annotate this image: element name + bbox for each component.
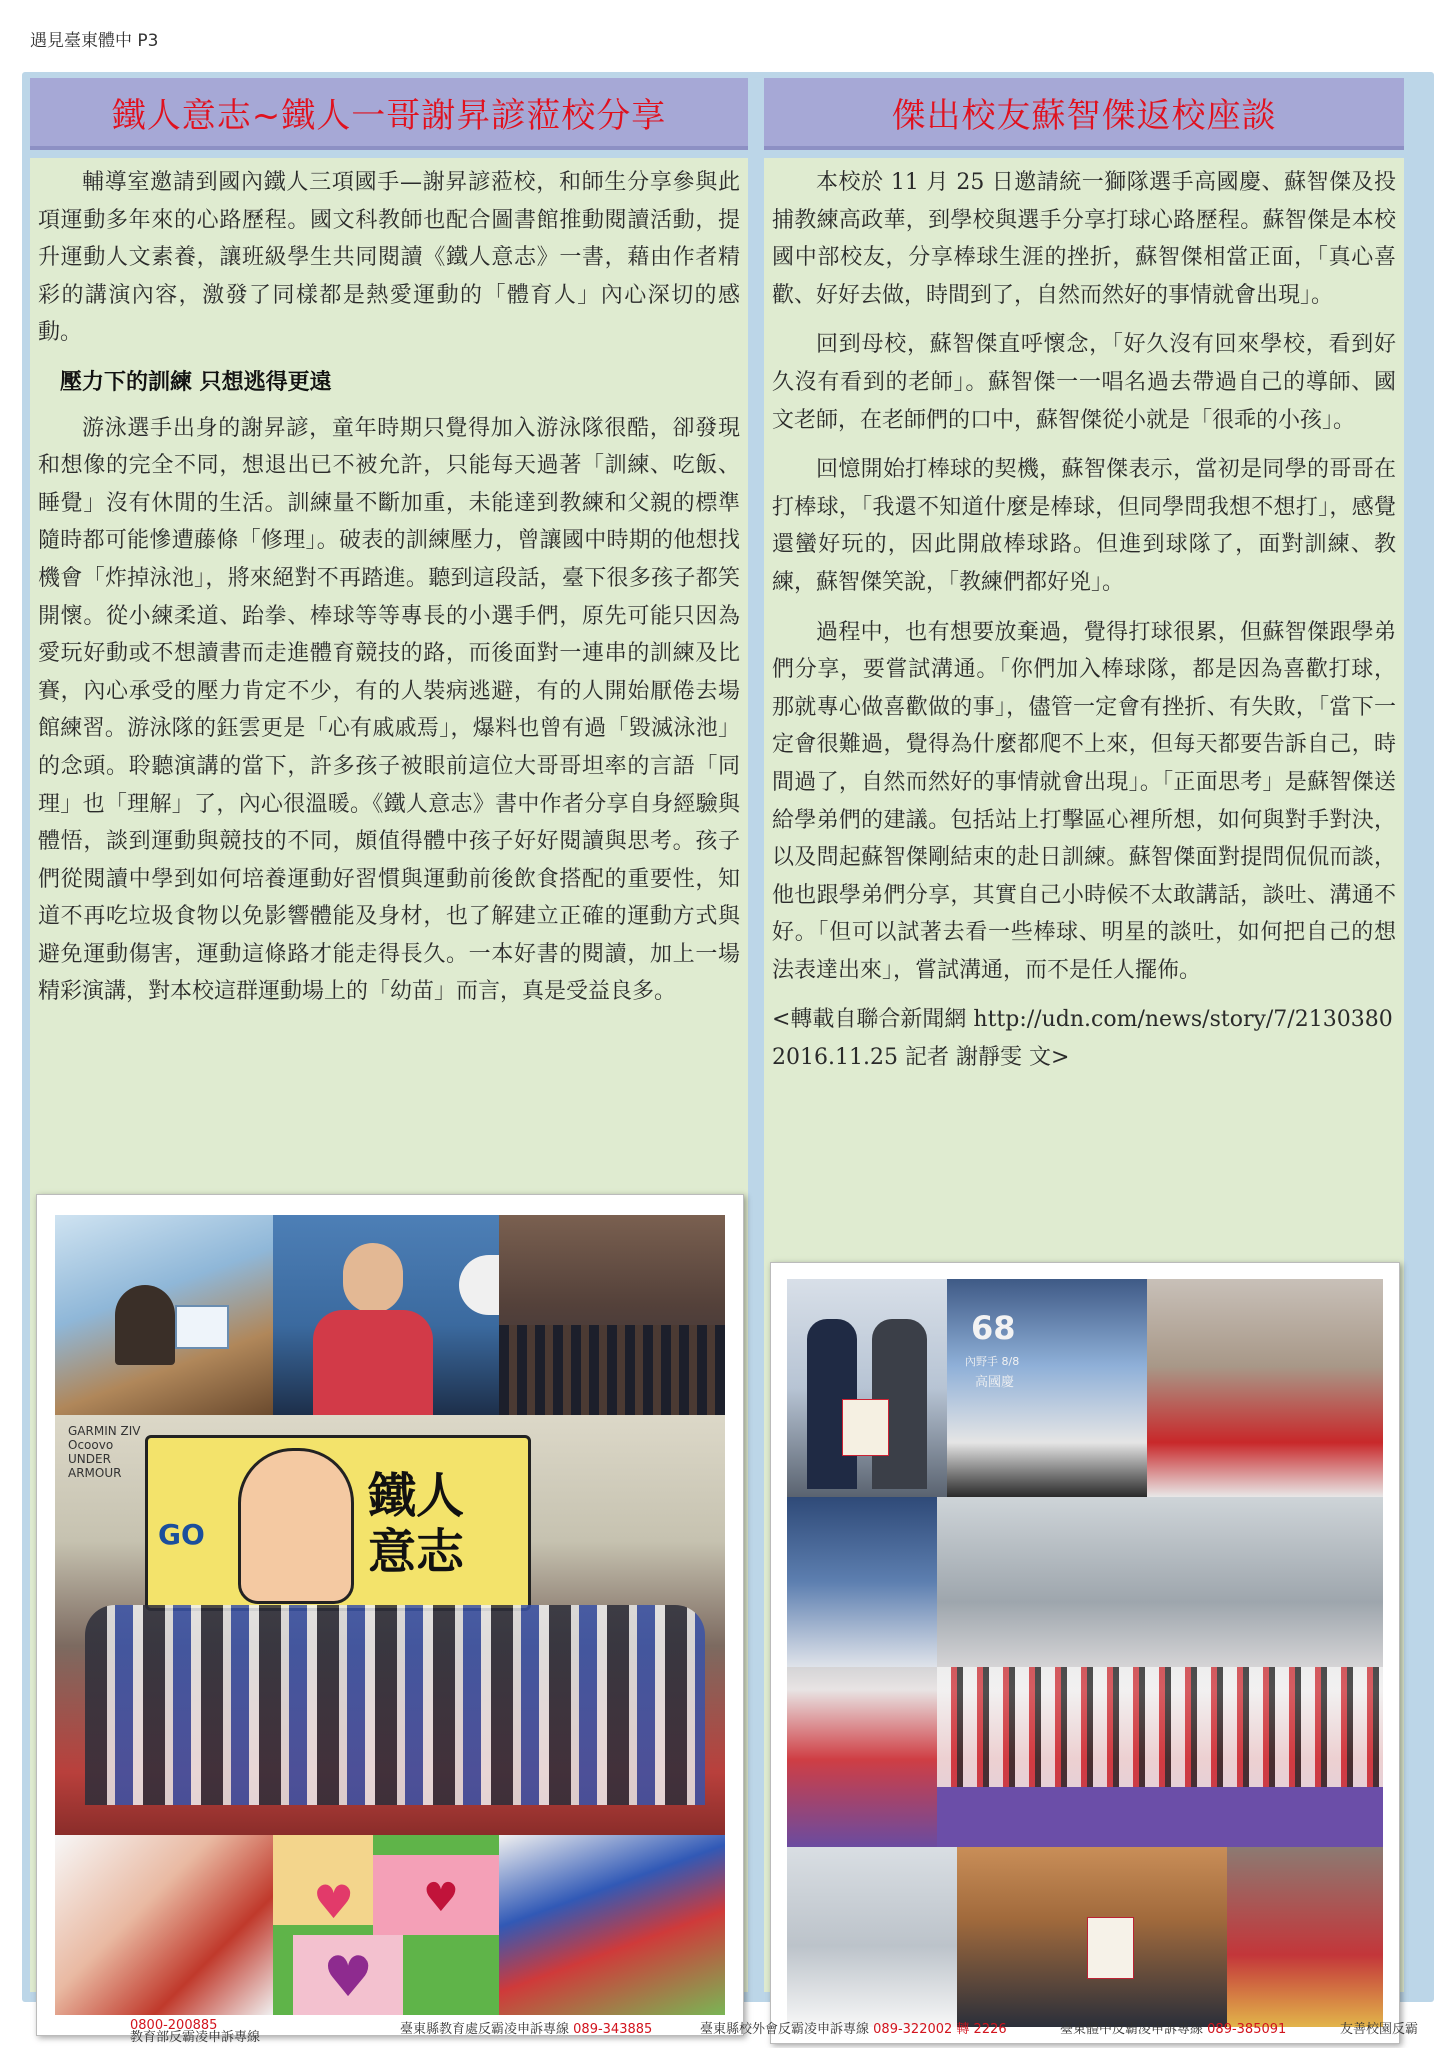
- banner-go: GO: [158, 1518, 205, 1551]
- article-title: 傑出校友蘇智傑返校座談: [891, 95, 1277, 136]
- paragraph: 過程中，也有想要放棄過，覺得打球很累，但蘇智傑跟學弟們分享，要嘗試溝通。「你們加入棒球隊，都是因為喜歡打球，那就專心做喜歡做的事」，儘管一定會有挫折、有失敗，「當下一定會很難過，覺得為什麼都爬不上來，但每天都要告訴自己，時間過了，自然而然好的事情就會出現」。「正面思考」是蘇智傑送給學弟們的建議。包括站上打擊區心裡所想，如何與對手對決，以及問起蘇智傑剛結束的赴日訓練。蘇智傑面對提問侃侃而談，他也跟學弟們分享，其實自己小時候不太敢講話，談吐、溝通不好。「但可以試著去看一些棒球、明星的談吐，如何把自己的想法表達出來」，嘗試溝通，而不是任人擺佈。: [772, 619, 1396, 983]
- article-title-bar: [764, 78, 1404, 150]
- paragraph: 回到母校，蘇智傑直呼懷念，「好久沒有回來學校，看到好久沒有看到的老師」。蘇智傑一一唱名過去帶過自己的導師、國文老師，在老師們的口中，蘇智傑從小就是「很乖的小孩」。: [772, 332, 1396, 433]
- paragraph: 本校於 11 月 25 日邀請統一獅隊選手高國慶、蘇智傑及投捕教練高政華，到學校與選手分享打球心路歷程。蘇智傑是本校國中部校友，分享棒球生涯的挫折，蘇智傑相當正面，「真心喜歡、好好去做，時間到了，自然而然好的事情就會出現」。: [772, 170, 1396, 308]
- footer: [0, 2010, 1448, 2045]
- article-text: [38, 164, 740, 1023]
- hotline: 友善校園反霸: [1340, 2022, 1419, 2037]
- photo-team-group: [787, 1497, 1383, 1847]
- source-line: 2016.11.25 記者 謝靜雯 文>: [772, 1045, 1070, 1071]
- photo-audience-red: [1227, 1847, 1383, 2027]
- page-header: 遇見臺東體中 P3: [30, 31, 159, 51]
- article-title: 鐵人意志~鐵人一哥謝昇諺蒞校分享: [111, 95, 667, 136]
- article-ironman: [30, 78, 748, 2010]
- hotline: 教育部反霸凌申訴專線 0800-200885: [130, 2018, 261, 2045]
- banner-title: 鐵人意志: [368, 1468, 465, 1580]
- paragraph: 游泳選手出身的謝昇諺，童年時期只覺得加入游泳隊很酷，卻發現和想像的完全不同，想退出已不被允許，只能每天過著「訓練、吃飯、睡覺」沒有休閒的生活。訓練量不斷加重，未能達到教練和父親的標準隨時都可能慘遭藤條「修理」。破表的訓練壓力，曾讓國中時期的他想找機會「炸掉泳池」，將來絕對不再踏進。聽到這段話，臺下很多孩子都笑開懷。從小練柔道、跆拳、棒球等等專長的小選手們，原先可能只因為愛玩好動或不想讀書而走進體育競技的路，而後面對一連串的訓練及比賽，內心承受的壓力肯定不少，有的人裝病逃避，有的人開始厭倦去場館練習。游泳隊的鈺雲更是「心有戚戚焉」，爆料也曾有過「毀滅泳池」的念頭。聆聽演講的當下，許多孩子被眼前這位大哥哥坦率的言語「同理」也「理解」了，內心很溫暖。《鐵人意志》書中作者分享自身經驗與體悟，談到運動與競技的不同，頗值得體中孩子好好閱讀與思考。孩子們從閱讀中學到如何培養運動好習慣與運動前後飲食搭配的重要性，知道不再吃垃圾食物以免影響體能及身材，也了解建立正確的運動方式與避免運動傷害，運動這條路才能走得長久。一本好書的閱讀，加上一場精彩演講，對本校這群運動場上的「幼苗」而言，真是受益良多。: [38, 415, 740, 1005]
- hotline: 臺東體中反霸凌申訴專線 089-385091: [1060, 2022, 1287, 2037]
- heart-icon: ♥: [323, 1945, 374, 2010]
- photo-speaker: [273, 1215, 499, 1415]
- article-text: [772, 164, 1396, 1077]
- photo-certificate: [787, 1279, 947, 1497]
- article-alumni: [764, 78, 1404, 1992]
- photo-book-signing: [499, 1835, 725, 2015]
- paragraph: 輔導室邀請到國內鐵人三項國手—謝昇諺蒞校，和師生分享參與此項運動多年來的心路歷程。國文科教師也配合圖書館推動閱讀活動，提升運動人文素養，讓班級學生共同閱讀《鐵人意志》一書，藉由作者精彩的講演內容，激發了同樣都是熱愛運動的「體育人」內心深切的感動。: [38, 170, 740, 346]
- banner-sponsors: GARMIN ZIV Ocoovo UNDER ARMOUR: [68, 1424, 141, 1480]
- photo-screen: [947, 1279, 1147, 1497]
- screen-number: 68: [971, 1309, 1016, 1347]
- article-body: [30, 158, 748, 2010]
- event-banner: [68, 1424, 531, 1611]
- photo-thank-cards: [273, 1835, 499, 2015]
- photo-audience: [499, 1215, 725, 1415]
- photo-classroom-reading: [55, 1215, 273, 1415]
- heart-icon: ♥: [313, 1875, 355, 1929]
- paragraph: 回憶開始打棒球的契機，蘇智傑表示，當初是同學的哥哥在打棒球，「我還不知道什麼是棒球，但同學問我想不想打」，感覺還蠻好玩的，因此開啟棒球路。但進到球隊了，面對訓練、教練，蘇智傑笑說，「教練們都好兇」。: [772, 457, 1396, 595]
- hotline: 臺東縣教育處反霸凌申訴專線 089-343885: [400, 2022, 653, 2037]
- article-title-bar: [30, 78, 748, 150]
- photo-signing: [55, 1835, 273, 2015]
- hotline: 臺東縣校外會反霸凌申訴專線 089-322002 轉 2226: [700, 2022, 1007, 2037]
- source-line: <轉載自聯合新聞網 http://udn.com/news/story/7/2130380: [772, 1007, 1393, 1033]
- photo-projection: [787, 1497, 937, 1667]
- photo-collage: [36, 1194, 744, 2045]
- heart-icon: ♥: [423, 1875, 459, 1921]
- screen-name: 高國慶: [975, 1375, 1015, 1390]
- photo-group: [55, 1415, 725, 1835]
- article-body: [764, 158, 1404, 1992]
- photo-award: [957, 1847, 1227, 2027]
- screen-caption: 內野手 8/8: [965, 1355, 1020, 1368]
- photo-players-seated: [1147, 1279, 1383, 1497]
- photo-collage: [770, 1262, 1400, 2044]
- subheading: 壓力下的訓練 只想逃得更遠: [60, 369, 332, 395]
- photo-panel: [787, 1847, 957, 2027]
